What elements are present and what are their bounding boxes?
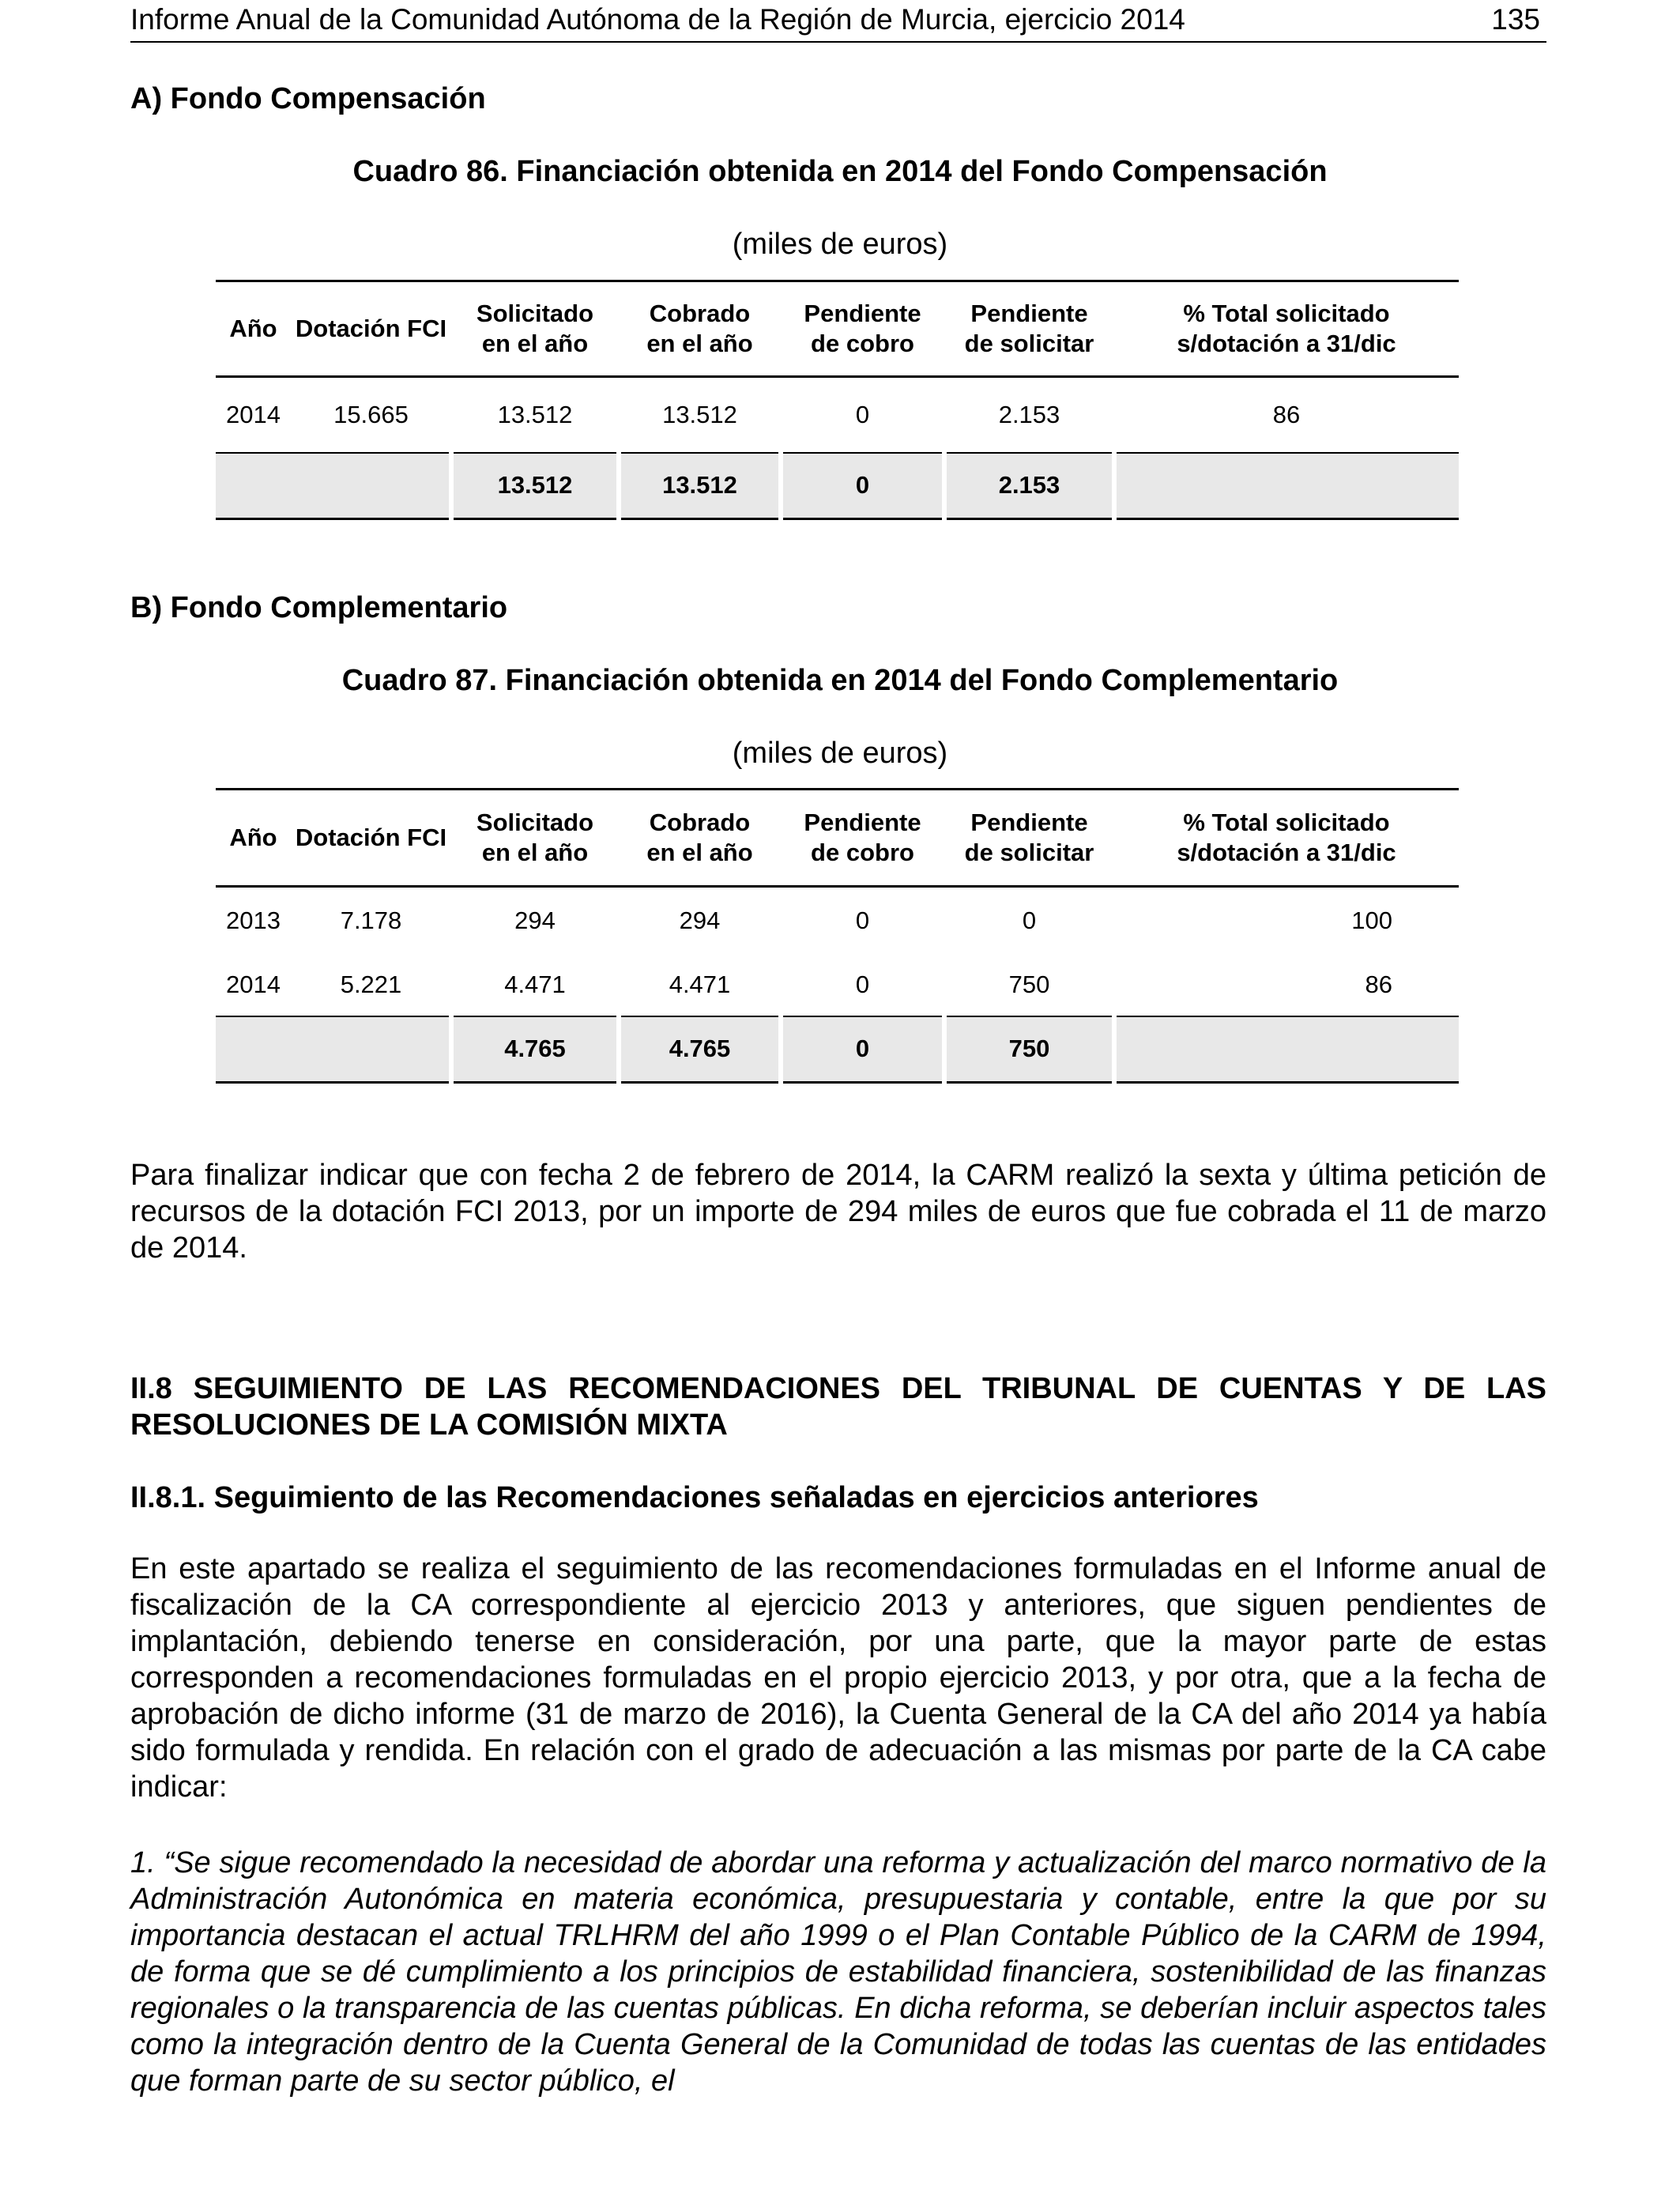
cell-pendiente-solicitar: 750 <box>1008 971 1050 998</box>
col-header-pendiente-solicitar: Pendiente de solicitar <box>944 281 1114 377</box>
col-header-pendiente-cobro: Pendiente de cobro <box>781 790 944 887</box>
col-header-porcentaje: % Total solicitado s/dotación a 31/dic <box>1114 790 1459 887</box>
cell-porcentaje: 86 <box>1365 971 1392 998</box>
total-label-cell <box>216 453 451 519</box>
cuadro-86-table <box>216 280 1459 520</box>
cell-solicitado: 13.512 <box>497 400 573 428</box>
total-pendiente-solicitar: 750 <box>944 1016 1114 1083</box>
paragraph-recomendacion-1: 1. “Se sigue recomendado la necesidad de abordar una reforma y actualización del marco normativo de la Administración Autonómica en materia económica, presupuestaria y contable, entre la que por su importancia destacan el actual TRLHRM del año 1999 o el Plan Contable Público de la CARM de 1994, de forma que se dé cumplimiento a los principios de estabilidad financiera, sostenibilidad de las finanzas regionales o la transparencia de las cuentas públicas. En dicha reforma, se deberían incluir aspectos tales como la integración dentro de la Cuenta General de la Comunidad de todas las cuentas de las entidades que forman parte de su sector público, el <box>130 1846 1546 2098</box>
heading-ii8: II.8 SEGUIMIENTO DE LAS RECOMENDACIONES DEL TRIBUNAL DE CUENTAS Y DE LAS RESOLUCIONES DE LA COMISIÓN MIXTA <box>130 1372 1546 1442</box>
cell-pendiente-solicitar: 2.153 <box>998 400 1060 428</box>
cell-anio: 2013 <box>226 907 281 935</box>
cell-dotacion: 5.221 <box>340 971 402 998</box>
total-solicitado: 13.512 <box>451 453 619 519</box>
cell-anio: 2014 <box>226 971 281 998</box>
page-header <box>130 0 1546 43</box>
col-header-dotacion: Dotación FCI <box>291 281 451 377</box>
col-header-solicitado: Solicitado en el año <box>451 790 619 887</box>
cuadro-86-caption: Cuadro 86. Financiación obtenida en 2014 del Fondo Compensación <box>352 155 1328 188</box>
header-title: Informe Anual de la Comunidad Autónoma de la Región de Murcia, ejercicio 2014 <box>130 3 1185 36</box>
cuadro-87-table <box>216 788 1459 1084</box>
cell-pendiente-solicitar: 0 <box>1022 907 1037 935</box>
cell-dotacion: 7.178 <box>340 907 402 935</box>
col-header-porcentaje: % Total solicitado s/dotación a 31/dic <box>1114 281 1459 377</box>
total-pendiente-cobro: 0 <box>781 453 944 519</box>
total-porcentaje <box>1114 453 1459 519</box>
col-header-solicitado: Solicitado en el año <box>451 281 619 377</box>
cell-pendiente-cobro: 0 <box>855 907 870 935</box>
col-header-cobrado: Cobrado en el año <box>619 281 781 377</box>
table-header-row <box>216 790 1459 887</box>
cell-solicitado: 4.471 <box>504 971 566 998</box>
cell-cobrado: 4.471 <box>669 971 731 998</box>
table-row <box>216 955 1459 1016</box>
col-header-anio: Año <box>216 790 291 887</box>
section-a-heading: A) Fondo Compensación <box>130 82 486 115</box>
cell-cobrado: 13.512 <box>662 400 737 428</box>
cell-cobrado: 294 <box>679 907 721 935</box>
cuadro-87-units: (miles de euros) <box>732 737 948 770</box>
paragraph-final: Para finalizar indicar que con fecha 2 de febrero de 2014, la CARM realizó la sexta y última petición de recursos de la dotación FCI 2013, por un importe de 294 miles de euros que fue cobrada el 11 de marzo de 2014. <box>130 1159 1546 1265</box>
total-pendiente-solicitar: 2.153 <box>944 453 1114 519</box>
total-pendiente-cobro: 0 <box>781 1016 944 1083</box>
total-cobrado: 4.765 <box>619 1016 781 1083</box>
col-header-anio: Año <box>216 281 291 377</box>
col-header-pendiente-cobro: Pendiente de cobro <box>781 281 944 377</box>
total-row <box>216 1016 1459 1083</box>
table-header-row <box>216 281 1459 377</box>
total-solicitado: 4.765 <box>451 1016 619 1083</box>
table-row <box>216 377 1459 453</box>
heading-ii81: II.8.1. Seguimiento de las Recomendaciones señaladas en ejercicios anteriores <box>130 1481 1259 1514</box>
total-row <box>216 453 1459 519</box>
col-header-dotacion: Dotación FCI <box>291 790 451 887</box>
table-row <box>216 887 1459 955</box>
cell-porcentaje: 86 <box>1272 400 1301 428</box>
col-header-pendiente-solicitar: Pendiente de solicitar <box>944 790 1114 887</box>
cell-pendiente-cobro: 0 <box>855 971 870 998</box>
page-number: 135 <box>1491 3 1540 36</box>
paragraph-seguimiento: En este apartado se realiza el seguimiento de las recomendaciones formuladas en el Informe anual de fiscalización de la CA correspondiente al ejercicio 2013 y anteriores, que siguen pendientes de implantación, debiendo tenerse en consideración, por una parte, que la mayor parte de estas corresponden a recomendaciones formuladas en el propio ejercicio 2013, y por otra, que a la fecha de aprobación de dicho informe (31 de marzo de 2016), la Cuenta General de la CA del año 2014 ya había sido formulada y rendida. En relación con el grado de adecuación a las mismas por parte de la CA cabe indicar: <box>130 1552 1546 1804</box>
cell-porcentaje: 100 <box>1351 907 1392 935</box>
cell-anio: 2014 <box>226 400 281 428</box>
cell-dotacion: 15.665 <box>333 400 409 428</box>
col-header-cobrado: Cobrado en el año <box>619 790 781 887</box>
total-label-cell <box>216 1016 451 1083</box>
cuadro-86-units: (miles de euros) <box>732 228 948 261</box>
total-porcentaje <box>1114 1016 1459 1083</box>
cell-pendiente-cobro: 0 <box>855 400 870 428</box>
total-cobrado: 13.512 <box>619 453 781 519</box>
section-b-heading: B) Fondo Complementario <box>130 591 508 624</box>
cuadro-87-caption: Cuadro 87. Financiación obtenida en 2014 del Fondo Complementario <box>341 664 1339 697</box>
cell-solicitado: 294 <box>514 907 556 935</box>
